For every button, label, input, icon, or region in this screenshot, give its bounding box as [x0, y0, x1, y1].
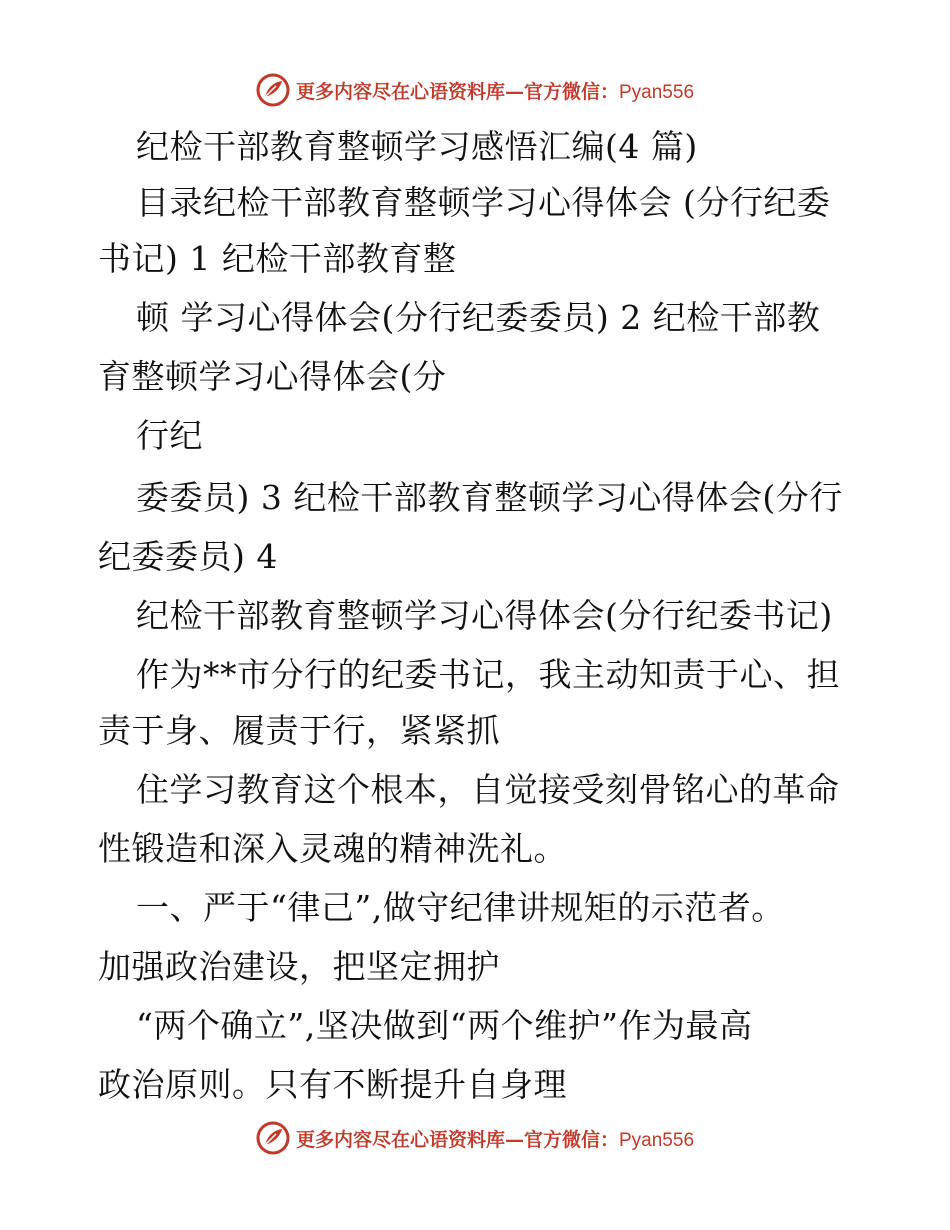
toc-line: 目录纪检干部教育整顿学习心得体会 (分行纪委 [136, 183, 831, 222]
banner-content [256, 73, 694, 107]
paragraph-line: 加强政治建设，把坚定拥护 [98, 947, 500, 986]
document-body [98, 119, 858, 1113]
header-banner [0, 70, 950, 110]
banner-content [256, 1121, 694, 1155]
toc-line: 委委员) 3 纪检干部教育整顿学习心得体会(分行 [136, 478, 843, 517]
toc-line: 纪委委员) 4 [98, 537, 278, 576]
toc-line: 顿 学习心得体会(分行纪委委员) 2 纪检干部教 [136, 298, 821, 337]
leaf-pen-logo-icon [256, 73, 290, 107]
paragraph-line: 性锻造和深入灵魂的精神洗礼。 [98, 829, 567, 868]
toc-line: 书记) 1 纪检干部教育整 [98, 239, 457, 278]
subsection-heading: 一、严于“律己”,做守纪律讲规矩的示范者。 [136, 888, 785, 927]
paragraph-line: 责于身、履责于行，紧紧抓 [98, 711, 500, 750]
toc-line: 行纪 [136, 416, 203, 455]
footer-banner [0, 1118, 950, 1158]
section-heading: 纪检干部教育整顿学习心得体会(分行纪委书记) [136, 596, 833, 635]
banner-slogan: 更多内容尽在心语资料库—官方微信： [295, 80, 619, 103]
document-title: 纪检干部教育整顿学习感悟汇编(4 篇) [136, 127, 698, 166]
paragraph-line: 住学习教育这个根本，自觉接受刻骨铭心的革命 [136, 770, 840, 809]
paragraph-line: “两个确立”,坚决做到“两个维护”作为最高 [136, 1006, 753, 1045]
paragraph-line: 作为**市分行的纪委书记，我主动知责于心、担 [136, 655, 840, 694]
leaf-pen-logo-icon [256, 1121, 290, 1155]
banner-wechat-id: Pyan556 [619, 81, 695, 103]
banner-wechat-id: Pyan556 [619, 1129, 695, 1151]
banner-slogan: 更多内容尽在心语资料库—官方微信： [295, 1128, 619, 1151]
paragraph-line: 政治原则。只有不断提升自身理 [98, 1065, 567, 1104]
banner-text [296, 1125, 694, 1152]
toc-line: 育整顿学习心得体会(分 [98, 357, 447, 396]
banner-text [296, 77, 694, 104]
